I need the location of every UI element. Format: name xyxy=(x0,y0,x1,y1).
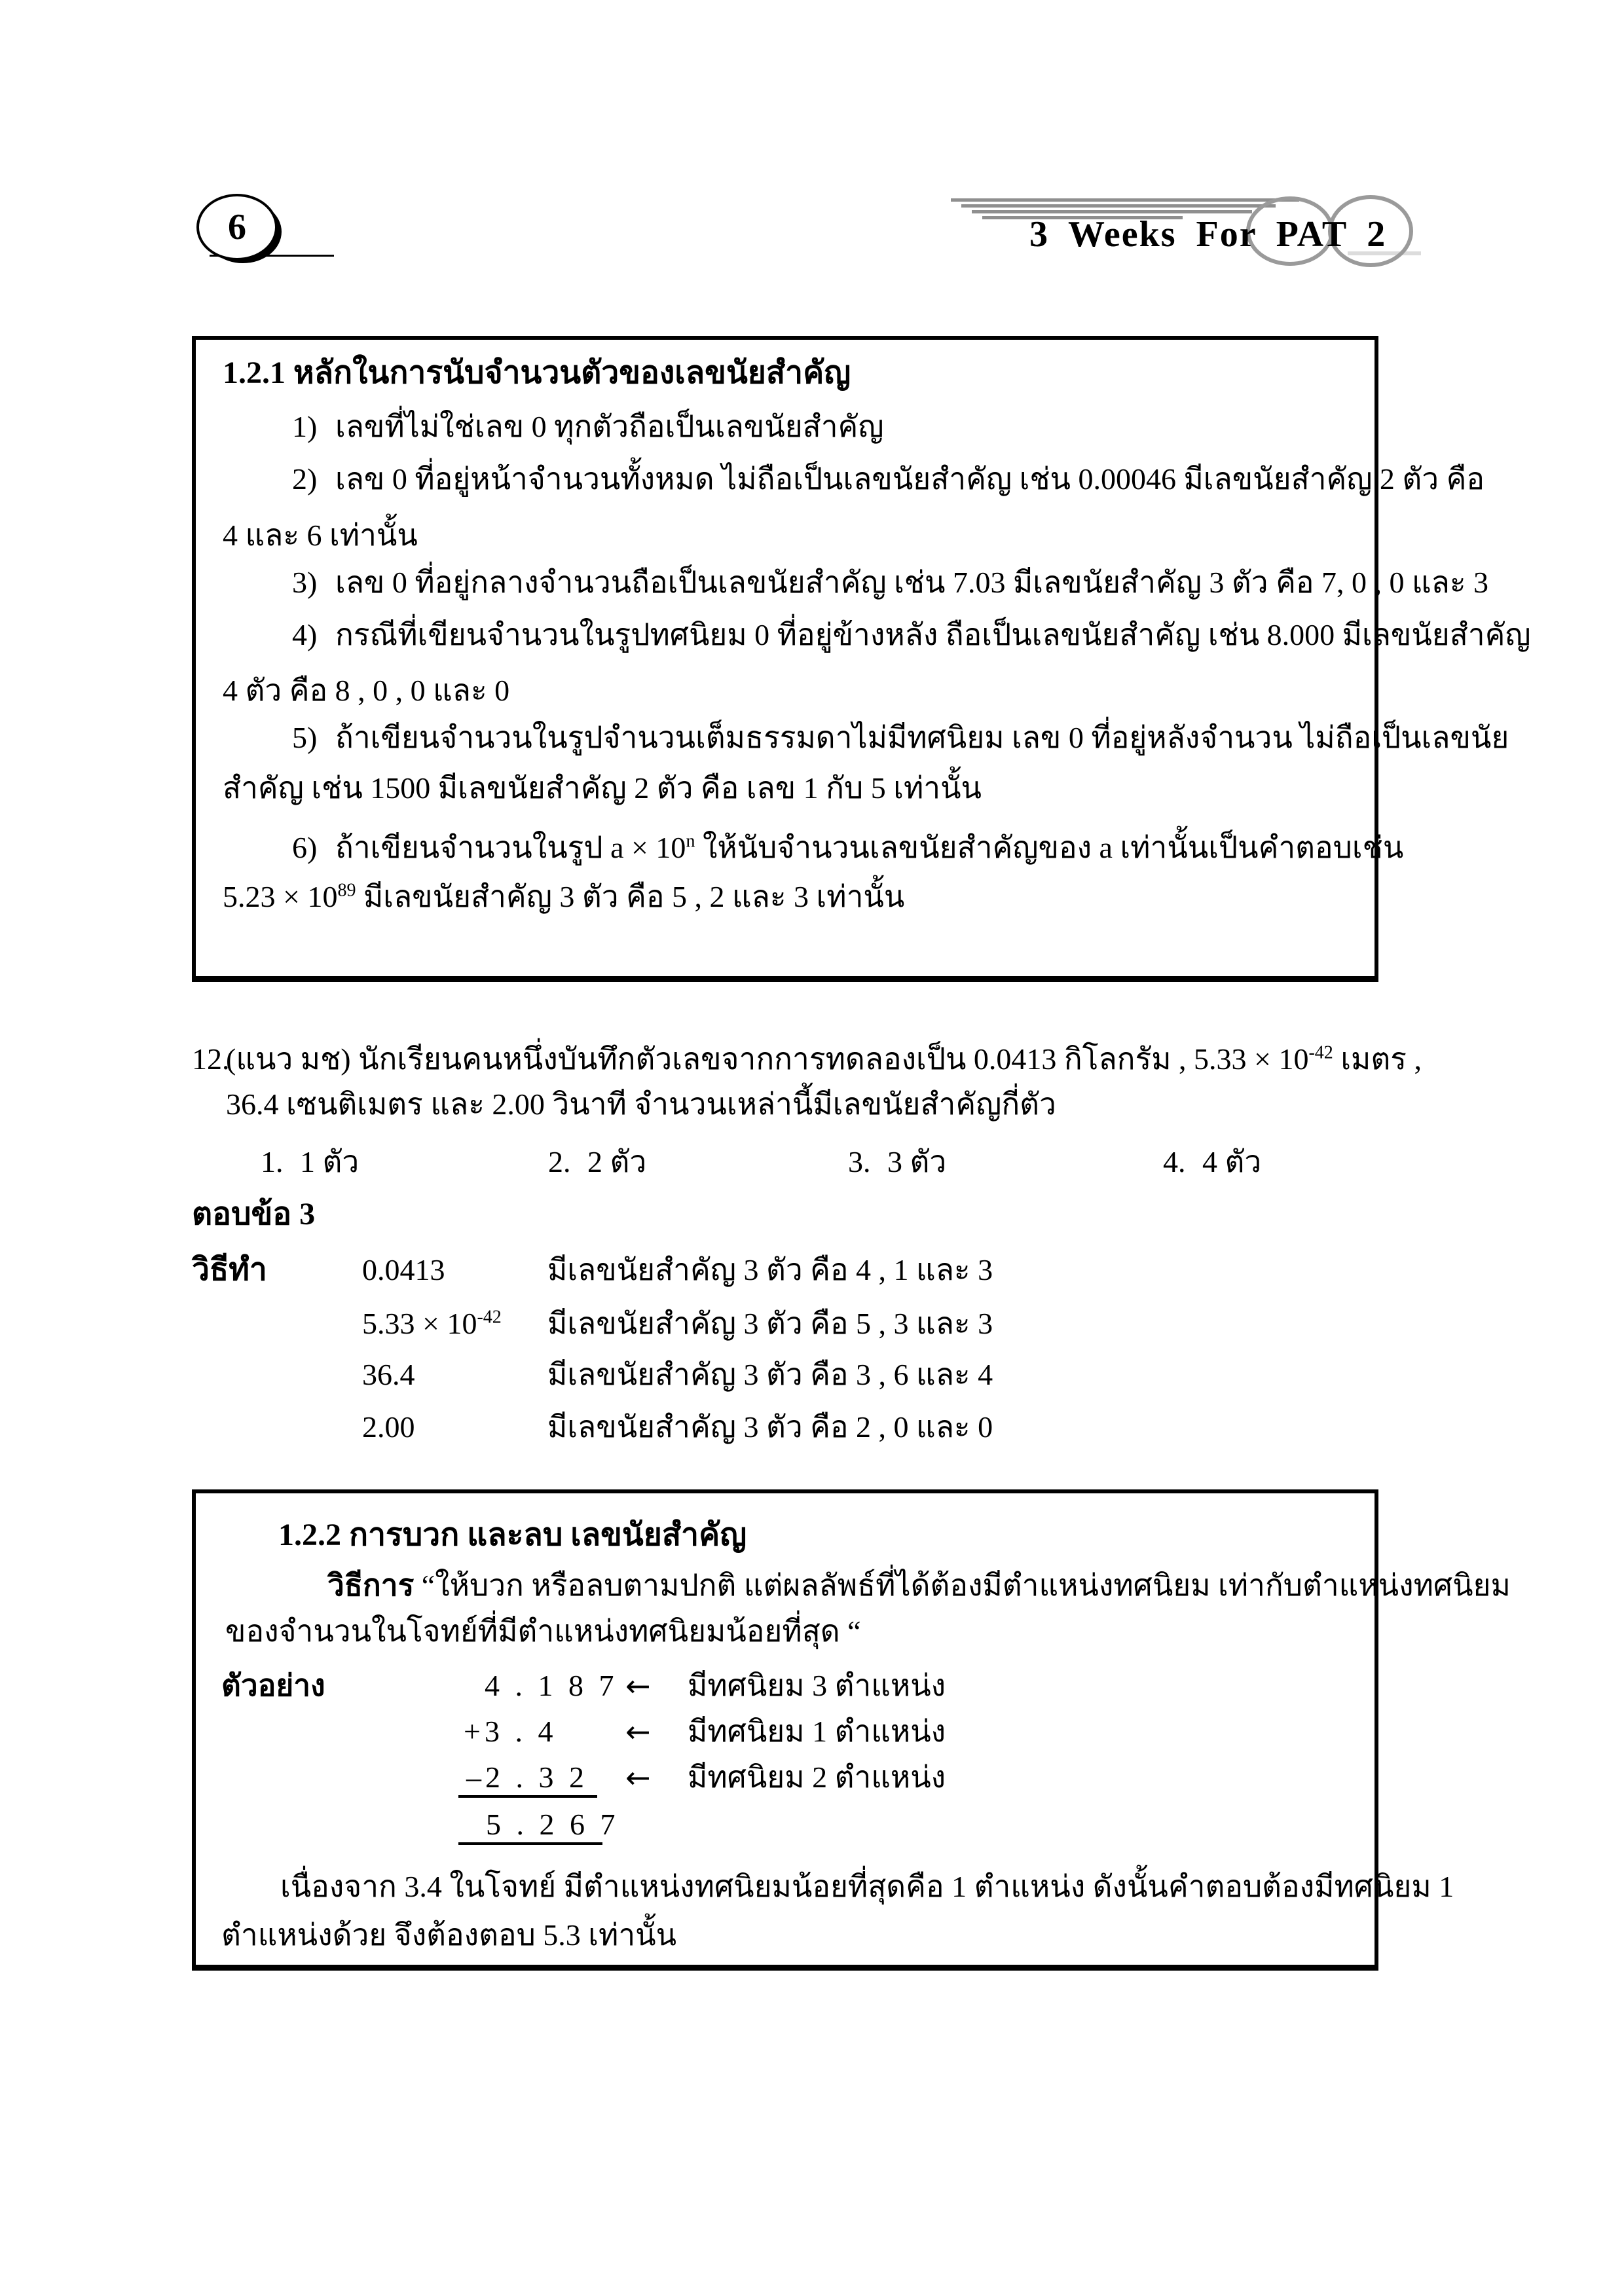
example-label: ตัวอย่าง xyxy=(221,1669,325,1702)
method-label: วิธีการ xyxy=(327,1569,415,1602)
left-arrow-icon: ← xyxy=(625,1668,651,1704)
choice-number: 1. xyxy=(261,1145,284,1178)
box1-item-1 xyxy=(292,407,884,446)
exponent: -42 xyxy=(1308,1042,1333,1063)
answer-row-desc: มีเลขนัยสำคัญ 3 ตัว คือ 4 , 1 และ 3 xyxy=(547,1253,993,1286)
answer-row-value: 36.4 xyxy=(362,1358,415,1391)
answer-label: ตอบข้อ 3 xyxy=(192,1197,316,1231)
header-stripe-1 xyxy=(951,198,1299,202)
item-text-cont: ให้นับจำนวนเลขนัยสำคัญของ a เท่านั้นเป็นคำตอบเช่น xyxy=(695,831,1404,864)
example-value: +3 . 4 xyxy=(464,1715,557,1748)
item-number: 1) xyxy=(292,410,318,443)
header-stripe-2 xyxy=(961,204,1276,208)
value-base: 5.33 × 10 xyxy=(362,1307,477,1340)
item-text: กรณีที่เขียนจำนวนในรูปทศนิยม 0 ที่อยู่ข้างหลัง ถือเป็นเลขนัยสำคัญ เช่น 8.000 มีเลขนัยสำคัญ xyxy=(335,618,1531,651)
example-note: มีทศนิยม 3 ตำแหน่ง xyxy=(688,1669,946,1702)
left-arrow-icon: ← xyxy=(625,1760,651,1795)
exponent: n xyxy=(686,831,695,852)
example-result: 5 . 2 6 7 xyxy=(486,1808,619,1841)
box1-item-2-cont: 4 และ 6 เท่านั้น xyxy=(223,519,418,552)
box1-item-3 xyxy=(292,563,1488,602)
box2-title: 1.2.2 การบวก และลบ เลขนัยสำคัญ xyxy=(278,1518,747,1552)
choice-label: 2 ตัว xyxy=(587,1145,647,1178)
item-number: 2) xyxy=(292,462,318,496)
box2-conclusion-1: เนื่องจาก 3.4 ในโจทย์ มีตำแหน่งทศนิยมน้อยที่สุดคือ 1 ตำแหน่ง ดังนั้นคำตอบต้องมีทศนิยม 1 xyxy=(280,1870,1454,1903)
box1-item-6-cont xyxy=(223,877,904,917)
choice-1 xyxy=(261,1142,359,1182)
choice-label: 1 ตัว xyxy=(300,1145,360,1178)
box1-title: 1.2.1 หลักในการนับจำนวนตัวของเลขนัยสำคัญ xyxy=(223,355,851,390)
book-title: 3 Weeks For PAT 2 xyxy=(1029,214,1387,255)
question-number: 12. xyxy=(192,1042,230,1076)
question-text: (แนว มช) นักเรียนคนหนึ่งบันทึกตัวเลขจากการทดลองเป็น 0.0413 กิโลกรัม , 5.33 × 10 xyxy=(226,1042,1309,1076)
answer-row-desc: มีเลขนัยสำคัญ 3 ตัว คือ 2 , 0 และ 0 xyxy=(547,1410,993,1444)
left-arrow-icon: ← xyxy=(625,1714,651,1749)
box2-conclusion-2: ตำแหน่งด้วย จึงต้องตอบ 5.3 เท่านั้น xyxy=(221,1918,677,1952)
choice-label: 3 ตัว xyxy=(887,1145,947,1178)
box1-item-2 xyxy=(292,460,1485,499)
example-note: มีทศนิยม 2 ตำแหน่ง xyxy=(688,1760,946,1794)
choice-3 xyxy=(848,1142,946,1182)
example-value: –2 . 3 2 xyxy=(466,1760,588,1794)
example-value: 4 . 1 8 7 xyxy=(485,1669,618,1702)
example-note: มีทศนิยม 1 ตำแหน่ง xyxy=(688,1715,946,1748)
choice-number: 3. xyxy=(848,1145,871,1178)
exponent: -42 xyxy=(477,1307,502,1328)
item-text: 5.23 × 10 xyxy=(223,880,338,913)
box1-item-5-cont: สำคัญ เช่น 1500 มีเลขนัยสำคัญ 2 ตัว คือ เลข 1 กับ 5 เท่านั้น xyxy=(223,771,982,805)
method-text: “ให้บวก หรือลบตามปกติ แต่ผลลัพธ์ที่ได้ต้องมีตำแหน่งทศนิยม เท่ากับตำแหน่งทศนิยม xyxy=(421,1569,1511,1602)
choice-4 xyxy=(1163,1142,1261,1182)
answer-row-value xyxy=(362,1304,502,1343)
box2-method-line-2: ของจำนวนในโจทย์ที่มีตำแหน่งทศนิยมน้อยที่สุด “ xyxy=(225,1614,861,1648)
subtraction-rule-line xyxy=(458,1795,597,1798)
item-number: 4) xyxy=(292,618,318,651)
item-text: ถ้าเขียนจำนวนในรูป a × 10 xyxy=(335,831,686,864)
answer-row-desc: มีเลขนัยสำคัญ 3 ตัว คือ 3 , 6 และ 4 xyxy=(547,1358,993,1391)
box1-item-4-cont: 4 ตัว คือ 8 , 0 , 0 และ 0 xyxy=(223,674,510,707)
answer-row-value: 2.00 xyxy=(362,1410,415,1444)
question-line-2: 36.4 เซนติเมตร และ 2.00 วินาที จำนวนเหล่านี้มีเลขนัยสำคัญกี่ตัว xyxy=(226,1087,1056,1121)
question-line-1 xyxy=(192,1040,1422,1079)
page-number: 6 xyxy=(228,207,246,247)
item-number: 6) xyxy=(292,831,318,864)
method-label: วิธีทำ xyxy=(192,1252,267,1287)
choice-label: 4 ตัว xyxy=(1202,1145,1262,1178)
box2-method-line-1 xyxy=(327,1566,1511,1605)
choice-number: 4. xyxy=(1163,1145,1186,1178)
page-number-badge xyxy=(196,194,278,261)
item-number: 3) xyxy=(292,566,318,599)
choice-2 xyxy=(548,1142,646,1182)
box1-item-6 xyxy=(292,828,1403,867)
answer-row-value: 0.0413 xyxy=(362,1253,445,1286)
item-text: เลข 0 ที่อยู่กลางจำนวนถือเป็นเลขนัยสำคัญ เช่น 7.03 มีเลขนัยสำคัญ 3 ตัว คือ 7, 0 , 0 และ 3 xyxy=(335,566,1489,599)
choice-number: 2. xyxy=(548,1145,571,1178)
exponent: 89 xyxy=(337,880,356,901)
box1-item-4 xyxy=(292,615,1531,655)
box1-item-5 xyxy=(292,718,1509,757)
item-text: เลขที่ไม่ใช่เลข 0 ทุกตัวถือเป็นเลขนัยสำคัญ xyxy=(335,410,884,443)
item-text: ถ้าเขียนจำนวนในรูปจำนวนเต็มธรรมดาไม่มีทศนิยม เลข 0 ที่อยู่หลังจำนวน ไม่ถือเป็นเลขนัย xyxy=(335,721,1509,754)
question-text-cont: เมตร , xyxy=(1333,1042,1422,1076)
result-rule-line xyxy=(458,1842,602,1845)
item-number: 5) xyxy=(292,721,318,754)
answer-row-desc: มีเลขนัยสำคัญ 3 ตัว คือ 5 , 3 และ 3 xyxy=(547,1307,993,1340)
item-text-cont: มีเลขนัยสำคัญ 3 ตัว คือ 5 , 2 และ 3 เท่านั้น xyxy=(356,880,905,913)
item-text: เลข 0 ที่อยู่หน้าจำนวนทั้งหมด ไม่ถือเป็นเลขนัยสำคัญ เช่น 0.00046 มีเลขนัยสำคัญ 2 ตัว คือ xyxy=(335,462,1485,496)
